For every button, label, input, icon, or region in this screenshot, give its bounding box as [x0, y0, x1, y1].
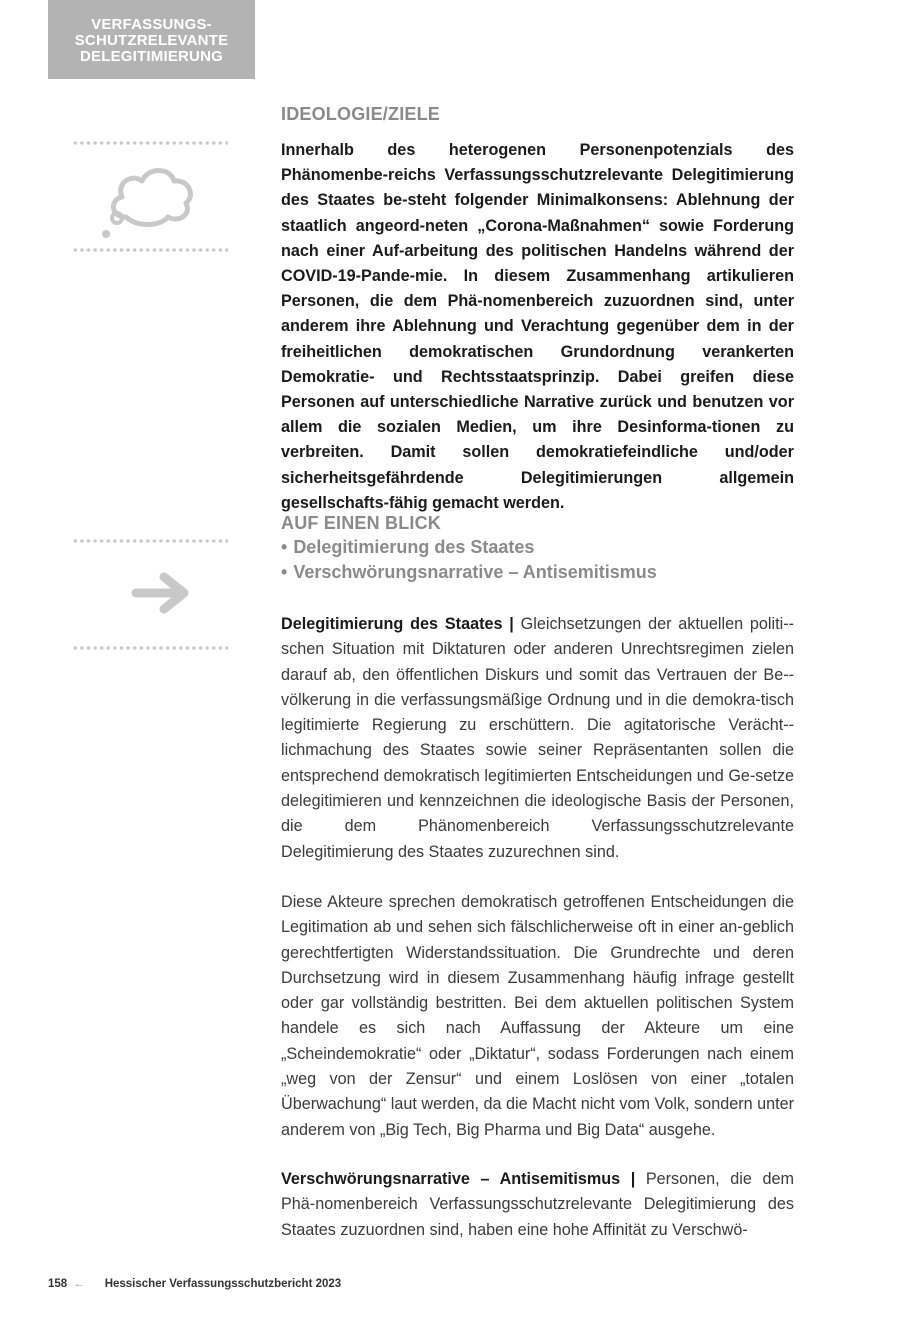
chapter-tab-line-1: VERFASSUNGS- — [91, 16, 212, 33]
paragraph-text: Personen, die dem Phä-nomenbereich Verfassungsschutzrelevante Delegitimierung des Staates zuzuordnen sind, haben eine hohe Affinität zu Verschwö- — [281, 1170, 794, 1239]
thought-bubble-icon — [96, 155, 200, 243]
body-paragraph — [281, 612, 794, 865]
body-paragraph — [281, 890, 794, 1143]
section-heading: AUF EINEN BLICK — [281, 513, 441, 533]
glance-list — [281, 535, 794, 585]
intro-paragraph: Innerhalb des heterogenen Personenpotenzials des Phänomenbe-reichs Verfassungsschutzrelevante Delegitimierung des Staates be-steht folgender Minimalkonsens: Ablehnung der staatlich angeord-neten „Corona-Maßnahmen“ sowie Forderung nach einer Auf-arbeitung des politischen Handelns während der COVID-19-Pande-mie. In diesem Zusammenhang artikulieren Personen, die dem Phä-nomenbereich zuzuordnen sind, unter anderem ihre Ablehnung und Verachtung gegenüber dem in der freiheitlichen demokratischen Grundordnung verankerten Demokratie- und Rechtsstaatsprinzip. Dabei greifen diese Personen auf unterschiedliche Narrative zurück und benutzen vor allem die sozialen Medien, um ihre Desinforma-tionen zu verbreiten. Damit sollen demokratiefeindliche und/oder sicherheitsgefährdende Delegitimierungen allgemein gesellschafts-fähig gemacht werden. — [281, 141, 794, 512]
page-footer — [48, 1278, 341, 1290]
body-paragraph — [281, 1167, 794, 1243]
dotted-divider — [72, 141, 228, 145]
list-item: • Verschwörungsnarrative – Antisemitismus — [281, 560, 794, 585]
list-item: • Delegitimierung des Staates — [281, 535, 794, 560]
paragraph-text: Diese Akteure sprechen demokratisch getroffenen Entscheidungen die Legitimation ab und sehen sich fälschlicherweise oft in einer an-geblich gerechtfertigten Widerstandssituation. Die Grundrechte und deren Durchsetzung wird in diesem Zusammenhang häufig infrage gestellt oder gar vollständig bestritten. Bei dem aktuellen politischen System handele es sich nach Auffassung der Akteure um eine „Scheindemokratie“ oder „Diktatur“, sodass Forderungen nach einem „weg von der Zensur“ und einem Loslösen von einer „totalen Überwachung“ laut werden, da die Macht nicht vom Volk, sondern unter anderem von „Big Tech, Big Pharma und Big Data“ ausgehe. — [281, 893, 794, 1139]
section-ideology — [281, 104, 794, 516]
publication-title: Hessischer Verfassungsschutzbericht 2023 — [104, 1278, 342, 1290]
section-heading: IDEOLOGIE/ZIELE — [281, 104, 441, 124]
dotted-divider — [72, 248, 228, 252]
chapter-tab-line-3: DELEGITIMIERUNG — [79, 48, 223, 65]
paragraph-lead: Delegitimierung des Staates | — [281, 615, 514, 633]
arrow-right-icon — [128, 570, 194, 616]
dotted-divider — [72, 646, 228, 650]
back-arrow-icon[interactable]: ← — [73, 1278, 85, 1290]
chapter-tab — [48, 0, 255, 79]
page-number: 158 — [48, 1278, 68, 1290]
paragraph-text: Gleichsetzungen der aktuellen politi-schen Situation mit Diktaturen oder anderen Unrechtsregimen zielen darauf ab, den öffentlichen Diskurs und somit das Vertrauen der Be-völkerung in die verfassungsmäßige Ordnung und in die demokra-tisch legitimierte Regierung zu erschüttern. Die agitatorische Verächt-lichmachung des Staates sowie seiner Repräsentanten sollen die entsprechend demokratisch legitimierten Entscheidungen und Ge-setze delegitimieren und kennzeichnen die ideologische Basis der Personen, die dem Phänomenbereich Verfassungsschutzrelevante Delegitimierung des Staates zuzurechnen sind. — [281, 615, 794, 861]
paragraph-lead: Verschwörungsnarrative – Antisemitismus | — [281, 1170, 636, 1188]
dotted-divider — [72, 539, 228, 543]
chapter-tab-line-2: SCHUTZRELEVANTE — [74, 32, 229, 49]
section-at-a-glance — [281, 513, 794, 585]
